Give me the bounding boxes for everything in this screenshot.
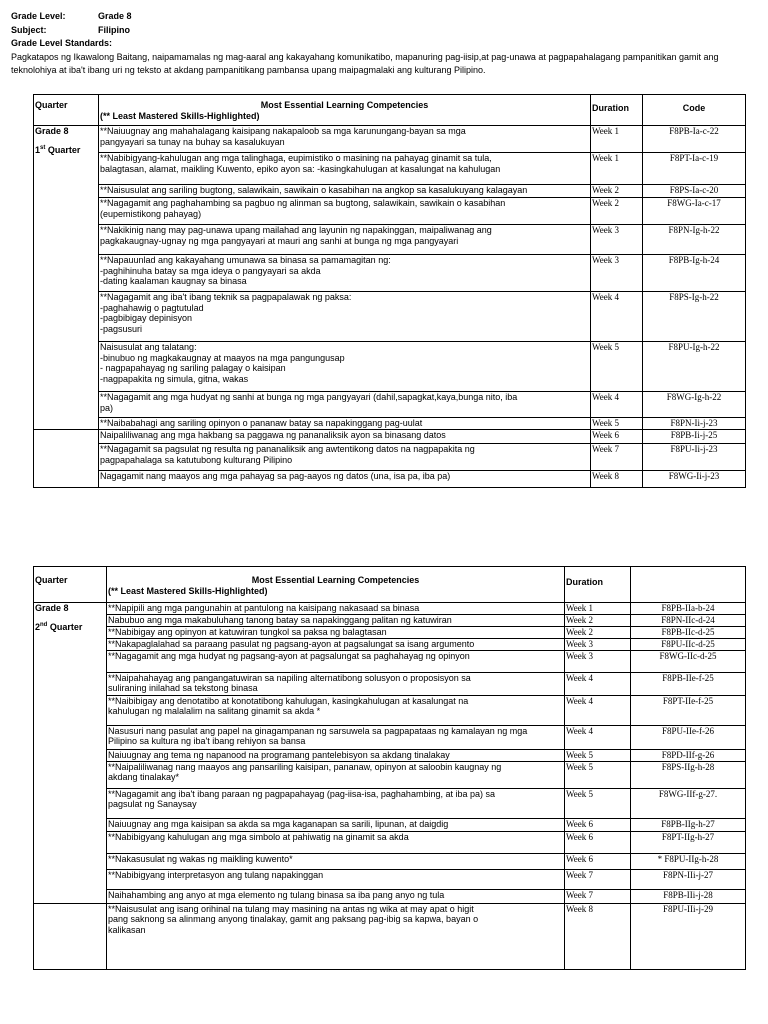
table-row xyxy=(34,903,746,969)
subject-label: Subject: xyxy=(11,24,47,35)
competency-line: **Nagagamit sa pagsulat ng resulta ng pananaliksik ang awtentikong datos na nagpapakita ng xyxy=(100,444,475,454)
code-cell: F8WG-Ig-h-22 xyxy=(643,392,746,418)
duration-cell: Week 2 xyxy=(591,185,643,198)
competency-line: **Naipahahayag ang pangangatuwiran sa napiling alternatibong solusyon o proposisyon sa xyxy=(108,672,471,683)
competency-cell xyxy=(99,444,591,471)
duration-cell: Week 1 xyxy=(565,603,631,615)
competency-line: -paghahawig o pagtutulad xyxy=(100,302,204,313)
duration-cell: Week 4 xyxy=(565,672,631,695)
competency-line: suliraning inilahad sa tekstong binasa xyxy=(108,683,258,694)
competency-cell xyxy=(107,626,565,638)
competency-cell xyxy=(99,418,591,430)
competency-cell xyxy=(99,255,591,292)
competency-line: Naiuugnay ang tema ng napanood na programang pantelebisyon sa akdang tinalakay xyxy=(108,749,450,760)
quarter-cell xyxy=(34,603,107,904)
competency-cell xyxy=(107,903,565,969)
code-cell: F8PB-Ii-j-25 xyxy=(643,430,746,444)
duration-cell: Week 7 xyxy=(565,889,631,903)
competency-line: **Nagagamit ang mga hudyat ng pagsang-ayon at pagsalungat sa paghahayag ng opinyon xyxy=(108,650,470,661)
code-cell: F8PT-Ia-c-19 xyxy=(643,153,746,185)
code-cell: F8WG-Ia-c-17 xyxy=(643,198,746,225)
quarter-cell-empty xyxy=(34,430,99,488)
competency-line: **Nabibigay ang opinyon at katuwiran tungkol sa paksa ng balagtasan xyxy=(108,626,387,637)
grade-level-value: Grade 8 xyxy=(98,11,132,21)
duration-header: Duration xyxy=(591,95,643,126)
duration-cell: Week 3 xyxy=(591,225,643,255)
code-cell: F8PB-Ia-c-22 xyxy=(643,126,746,153)
competency-cell xyxy=(99,342,591,392)
table-row xyxy=(34,889,746,903)
duration-cell: Week 6 xyxy=(565,831,631,853)
competency-line: **Nakasusulat ng wakas ng maikling kuwento* xyxy=(108,853,293,864)
code-cell: F8PT-IIg-h-27 xyxy=(631,831,746,853)
competency-cell xyxy=(99,392,591,418)
competency-line: **Nagagamit ang paghahambing sa pagbuo ng alinman sa bugtong, salawikain, sawikain o kasabihan xyxy=(100,198,506,208)
competency-line: **Naibabahagi ang sariling opinyon o pananaw batay sa napakinggang pag-uulat xyxy=(100,418,423,428)
competency-line: (eupemistikong pahayag) xyxy=(100,208,202,219)
duration-cell: Week 8 xyxy=(591,471,643,488)
quarter-header: Quarter xyxy=(34,95,99,126)
code-cell: F8WG-IIf-g-27. xyxy=(631,788,746,818)
table-row xyxy=(34,471,746,488)
competency-cell xyxy=(99,198,591,225)
competency-line: **Nagagamit ang iba't ibang teknik sa pagpapalawak ng paksa: xyxy=(100,292,352,302)
code-cell: F8PB-Ig-h-24 xyxy=(643,255,746,292)
competency-line: Nasusuri nang pasulat ang papel na ginagampanan ng sarsuwela sa pagpapataas ng kamalayan ng mga xyxy=(108,725,528,736)
code-cell: F8PB-IIa-b-24 xyxy=(631,603,746,615)
competency-line: kalikasan xyxy=(108,924,146,935)
competency-cell xyxy=(107,650,565,672)
competency-line: Naihahambing ang anyo at mga elemento ng tulang binasa sa iba pang anyo ng tula xyxy=(108,889,445,900)
code-header: Code xyxy=(643,95,746,126)
duration-cell: Week 4 xyxy=(565,695,631,725)
competency-line: **Nakikinig nang may pag-unawa upang mailahad ang layunin ng napakinggan, maipaliwanag ang xyxy=(100,225,492,235)
first-quarter-table xyxy=(33,94,746,488)
competency-cell xyxy=(99,292,591,342)
table-row xyxy=(34,185,746,198)
duration-cell: Week 3 xyxy=(565,650,631,672)
duration-cell: Week 7 xyxy=(591,444,643,471)
duration-cell: Week 2 xyxy=(565,615,631,627)
duration-header: Duration xyxy=(565,567,631,603)
duration-cell: Week 8 xyxy=(565,903,631,969)
grade-level-label: Grade Level: xyxy=(11,11,66,21)
competency-line: -dating kaalaman kaugnay sa binasa xyxy=(100,276,247,287)
standards-label: Grade Level Standards: xyxy=(11,38,113,48)
code-cell: F8PU-IIe-f-26 xyxy=(631,725,746,749)
code-cell: F8PS-Ig-h-22 xyxy=(643,292,746,342)
competency-line: **Nabibigyang kahulugan ang mga simbolo at pahiwatig na ginamit sa akda xyxy=(108,831,409,842)
table-row xyxy=(34,853,746,869)
code-header xyxy=(631,567,746,603)
table-row xyxy=(34,255,746,292)
code-cell: F8PU-IIi-j-29 xyxy=(631,903,746,969)
code-cell: F8PN-Ig-h-22 xyxy=(643,225,746,255)
table-row xyxy=(34,292,746,342)
table-header-row xyxy=(34,567,746,603)
code-cell: F8PN-IIc-d-24 xyxy=(631,615,746,627)
competency-line: **Napipili ang mga pangunahin at pantulong na kaisipang nakasaad sa binasa xyxy=(108,603,420,613)
quarter-cell-empty xyxy=(34,903,107,969)
table-row xyxy=(34,626,746,638)
table-row xyxy=(34,695,746,725)
competency-cell xyxy=(107,818,565,831)
code-cell: F8PB-IIc-d-25 xyxy=(631,626,746,638)
table-row xyxy=(34,444,746,471)
grade-label: Grade 8 xyxy=(35,126,69,136)
table-row xyxy=(34,788,746,818)
code-cell: F8PB-IIi-j-28 xyxy=(631,889,746,903)
code-cell: F8PD-IIf-g-26 xyxy=(631,749,746,761)
grade-level-line xyxy=(11,10,757,24)
competency-line: pang saknong sa alinmang anyong tinalakay, gamit ang paksang pag-ibig sa kapwa, bayan o xyxy=(108,914,479,925)
duration-cell: Week 3 xyxy=(565,638,631,650)
code-cell: F8PB-IIg-h-27 xyxy=(631,818,746,831)
competency-cell xyxy=(107,869,565,889)
competency-cell xyxy=(107,788,565,818)
duration-cell: Week 5 xyxy=(565,761,631,788)
competency-cell xyxy=(107,695,565,725)
competency-line: Nabubuo ang mga makabuluhang tanong batay sa napakinggang palitan ng katuwiran xyxy=(108,615,452,625)
table-row xyxy=(34,430,746,444)
competency-line: -binubuo ng magkakaugnay at maayos na mga pangungusap xyxy=(100,352,345,363)
competency-line: Nagagamit nang maayos ang mga pahayag sa pag-aayos ng datos (una, isa pa, iba pa) xyxy=(100,471,451,481)
duration-cell: Week 6 xyxy=(591,430,643,444)
competency-line: **Napauunlad ang kakayahang umunawa sa binasa sa pamamagitan ng: xyxy=(100,255,391,265)
code-cell: F8PS-Ia-c-20 xyxy=(643,185,746,198)
duration-cell: Week 6 xyxy=(565,818,631,831)
table-row xyxy=(34,126,746,153)
duration-cell: Week 5 xyxy=(591,342,643,392)
code-cell: F8PN-Ii-j-23 xyxy=(643,418,746,430)
quarter-cell xyxy=(34,126,99,430)
competency-cell xyxy=(107,831,565,853)
competency-line: balagtasan, alamat, maikling Kuwento, epiko ayon sa: -kasingkahulugan at kasalungat na kahulugan xyxy=(100,163,501,174)
competency-line: pa) xyxy=(100,402,114,413)
competency-line: **Nabibigyang interpretasyon ang tulang napakinggan xyxy=(108,869,324,880)
competency-cell xyxy=(107,638,565,650)
competency-line: **Naipaliliwanag nang maayos ang pansariling kaisipan, pananaw, opinyon at saloobin kaugnay ng xyxy=(108,761,502,772)
subject-value: Filipino xyxy=(98,24,130,35)
competency-line: -paghihinuha batay sa mga ideya o pangyayari sa akda xyxy=(100,265,321,276)
table-row xyxy=(34,761,746,788)
competency-line: **Naisusulat ang sariling bugtong, salawikain, sawikain o kasabihan na angkop sa kasalukuyang kalagayan xyxy=(100,185,528,195)
competency-line: -nagpapakita ng simula, gitna, wakas xyxy=(100,373,249,384)
competency-cell xyxy=(107,615,565,627)
table-row xyxy=(34,225,746,255)
competency-line: **Nagagamit ang iba't ibang paraan ng pagpapahayag (pag-iisa-isa, paghahambing, at iba pa) sa xyxy=(108,788,495,799)
table-row xyxy=(34,650,746,672)
subject-line xyxy=(11,24,757,38)
code-cell: F8PU-Ig-h-22 xyxy=(643,342,746,392)
competency-cell xyxy=(99,225,591,255)
competency-line: kahulugan ng malalalim na salitang ginamit sa akda * xyxy=(108,706,321,717)
competency-cell xyxy=(107,672,565,695)
quarter-label: 1st Quarter xyxy=(35,144,81,155)
table-row xyxy=(34,615,746,627)
duration-cell: Week 4 xyxy=(591,292,643,342)
competency-line: Naipaliliwanag ang mga hakbang sa paggawa ng pananaliksik ayon sa binasang datos xyxy=(100,430,446,440)
code-cell: F8PU-IIc-d-25 xyxy=(631,638,746,650)
duration-cell: Week 1 xyxy=(591,126,643,153)
duration-cell: Week 2 xyxy=(565,626,631,638)
competency-line: Naisusulat ang talatang: xyxy=(100,342,197,352)
competency-line: **Nakapaglalahad sa paraang pasulat ng pagsang-ayon at pagsalungat sa isang argumento xyxy=(108,638,475,649)
duration-cell: Week 5 xyxy=(591,418,643,430)
competencies-header: Most Essential Learning Competencies (** Least Mastered Skills-Highlighted) xyxy=(99,95,591,126)
table-row xyxy=(34,831,746,853)
competency-line: **Naibibigay ang denotatibo at konotatibong kahulugan, kasingkahulugan at kasalungat na xyxy=(108,695,469,706)
competency-line: **Nagagamit ang mga hudyat ng sanhi at bunga ng mga pangyayari (dahil,sapagkat,kaya,bunga nito, iba xyxy=(100,392,518,402)
duration-cell: Week 7 xyxy=(565,869,631,889)
table-row xyxy=(34,603,746,615)
competency-cell xyxy=(107,725,565,749)
grade-label: Grade 8 xyxy=(35,603,69,613)
competency-cell xyxy=(99,153,591,185)
table-row xyxy=(34,342,746,392)
competency-cell xyxy=(107,853,565,869)
competency-cell xyxy=(107,761,565,788)
duration-cell: Week 2 xyxy=(591,198,643,225)
competency-cell xyxy=(99,430,591,444)
table-row xyxy=(34,418,746,430)
competency-line: pagpapahalaga sa katutubong kulturang Pilipino xyxy=(100,454,293,465)
competency-line: pagsulat ng Sanaysay xyxy=(108,799,197,810)
competency-line: **Nabibigyang-kahulugan ang mga talinghaga, eupimistiko o masining na pahayag ginamit sa tula, xyxy=(100,153,492,163)
table-row xyxy=(34,869,746,889)
competency-cell xyxy=(107,603,565,615)
table-row xyxy=(34,198,746,225)
duration-cell: Week 1 xyxy=(591,153,643,185)
table-row xyxy=(34,672,746,695)
competency-line: **Naiuugnay ang mahahalagang kaisipang nakapaloob sa mga karunungang-bayan sa mga xyxy=(100,126,466,136)
competency-line: - nagpapahayag ng sariling palagay o kaisipan xyxy=(100,363,286,374)
duration-cell: Week 5 xyxy=(565,749,631,761)
code-cell: * F8PU-IIg-h-28 xyxy=(631,853,746,869)
competency-line: Pilipino sa kultura ng iba't ibang rehiyon sa bansa xyxy=(108,736,306,747)
competency-cell xyxy=(107,749,565,761)
duration-cell: Week 6 xyxy=(565,853,631,869)
table-header-row xyxy=(34,95,746,126)
competency-line: pangyayari sa tunay na buhay sa kasalukuyan xyxy=(100,136,285,147)
duration-cell: Week 4 xyxy=(565,725,631,749)
code-cell: F8PS-IIg-h-28 xyxy=(631,761,746,788)
duration-cell: Week 4 xyxy=(591,392,643,418)
competency-cell xyxy=(99,471,591,488)
document-header xyxy=(11,10,757,78)
competency-line: pagkakaugnay-ugnay ng mga pangyayari at mauri ang sanhi at bunga ng mga pangyayari xyxy=(100,235,459,246)
competency-cell xyxy=(99,185,591,198)
quarter-label: 2nd Quarter xyxy=(35,621,83,632)
competency-line: -pagbibigay depinisyon xyxy=(100,313,193,324)
competency-cell xyxy=(99,126,591,153)
duration-cell: Week 5 xyxy=(565,788,631,818)
second-quarter-table xyxy=(33,566,746,970)
code-cell: F8PT-IIe-f-25 xyxy=(631,695,746,725)
table-row xyxy=(34,818,746,831)
competency-line: Naiuugnay ang mga kaisipan sa akda sa mga kaganapan sa sarili, lipunan, at daigdig xyxy=(108,818,449,829)
code-cell: F8PB-IIe-f-25 xyxy=(631,672,746,695)
code-cell: F8PN-IIi-j-27 xyxy=(631,869,746,889)
table-row xyxy=(34,749,746,761)
code-cell: F8PU-Ii-j-23 xyxy=(643,444,746,471)
standards-text: Pagkatapos ng Ikawalong Baitang, naipamamalas ng mag-aaral ang kakayahang komunikatibo, mapanuring pag-iisip,at pag-unawa at pagpapahalagang pampanitikan gamit ang teknolohiya at iba't ibang uri ng teksto at akdang pampanitikang pambansa upang maipagmalaki ang kulturang Pilipino. xyxy=(11,51,719,75)
code-cell: F8WG-IIc-d-25 xyxy=(631,650,746,672)
table-row xyxy=(34,153,746,185)
table-row xyxy=(34,638,746,650)
table-row xyxy=(34,725,746,749)
competency-cell xyxy=(107,889,565,903)
quarter-header: Quarter xyxy=(34,567,107,603)
code-cell: F8WG-Ii-j-23 xyxy=(643,471,746,488)
table-row xyxy=(34,392,746,418)
duration-cell: Week 3 xyxy=(591,255,643,292)
competency-line: **Naisusulat ang isang orihinal na tulang may masining na antas ng wika at may apat o higit xyxy=(108,903,474,914)
competencies-header: Most Essential Learning Competencies (** Least Mastered Skills-Highlighted) xyxy=(107,567,565,603)
competency-line: -pagsusuri xyxy=(100,323,143,334)
competency-line: akdang tinalakay* xyxy=(108,772,180,783)
